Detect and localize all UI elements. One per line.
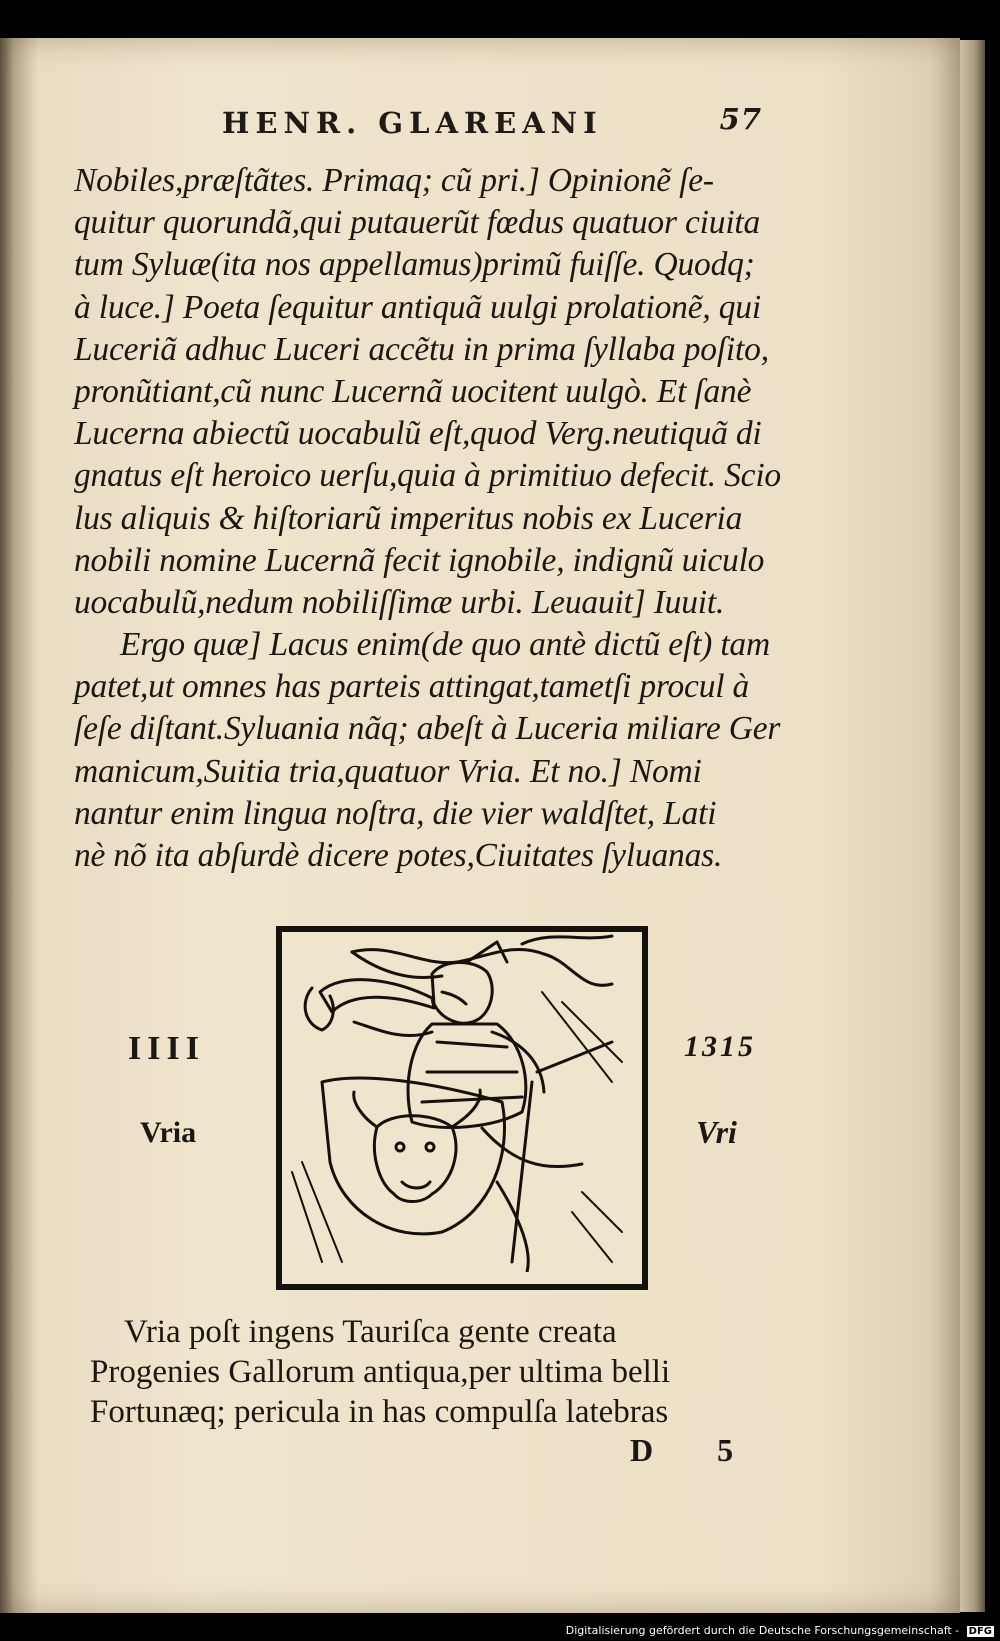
verse-line: Progenies Gallorum antiqua,per ultima belli xyxy=(90,1354,671,1390)
woodcut-figure xyxy=(282,932,630,1272)
text-line: uocabulũ,nedum nobiliſſimæ urbi. Leuauit] Iuuit. xyxy=(74,583,725,621)
text-line: ſeſe diſtant.Syluania nãq; abeſt à Luceria miliare Ger xyxy=(74,710,781,748)
text-line: à luce.] Poeta ſequitur antiquã uulgi prolationẽ, qui xyxy=(74,288,761,326)
text-line: manicum,Suitia tria,quatuor Vria. Et no.] Nomi xyxy=(74,752,702,790)
verse-line: Vria poſt ingens Tauriſca gente creata xyxy=(124,1314,617,1350)
text-line: lus aliquis & hiſtoriarũ imperitus nobis ex Luceria xyxy=(74,499,743,537)
verse xyxy=(90,1312,810,1432)
text-line: tum Syluæ(ita nos appellamus)primũ fuiſſe. Quodq; xyxy=(74,246,755,284)
text-line: pronũtiant,cũ nunc Lucernã uocitent uulgò. Et ſanè xyxy=(74,372,752,410)
woodcut-right-name: Vri xyxy=(696,1114,737,1150)
text-line: nè nõ ita abſurdè dicere potes,Ciuitates ſyluanas. xyxy=(74,837,723,874)
commentary-text xyxy=(74,160,814,877)
digitization-credit xyxy=(566,1624,994,1637)
credit-text: Digitalisierung gefördert durch die Deutsche Forschungsgemeinschaft - xyxy=(565,1624,960,1637)
page-number: 57 xyxy=(719,102,762,136)
running-head xyxy=(222,98,762,148)
text-line: gnatus eſt heroico uerſu,quia à primitiuo defecit. Scio xyxy=(74,457,781,495)
woodcut-left-number: IIII xyxy=(128,1030,205,1067)
text-line: quitur quorundã,qui putauerũt fœdus quatuor ciuita xyxy=(74,204,761,242)
text-line: nantur enim lingua noſtra, die vier waldſtet, Lati xyxy=(74,794,717,832)
woodcut-illustration xyxy=(276,926,648,1290)
text-line: Nobiles,præſtãtes. Primaq; cũ pri.] Opinionẽ ſe- xyxy=(74,162,714,199)
text-line: patet,ut omnes has parteis attingat,tametſi procul à xyxy=(74,668,750,706)
text-line: Luceriã adhuc Luceri accẽtu in prima ſyllaba poſito, xyxy=(74,330,769,368)
running-head-title: HENR. GLAREANI xyxy=(222,106,603,140)
signature-mark: D 5 xyxy=(630,1432,762,1468)
text-line: Ergo quæ] Lacus enim(de quo antè dictũ eſt) tam xyxy=(120,626,770,664)
dfg-logo: DFG xyxy=(968,1626,992,1637)
page-edge xyxy=(960,40,985,1612)
woodcut-left-name: Vria xyxy=(140,1116,197,1149)
verse-line: Fortunæq; pericula in has compulſa latebras xyxy=(90,1394,669,1430)
woodcut-right-number: 1315 xyxy=(684,1030,756,1063)
text-line: Lucerna abiectũ uocabulũ eſt,quod Verg.neutiquã di xyxy=(74,415,762,453)
text-line: nobili nomine Lucernã fecit ignobile, indignũ uiculo xyxy=(74,541,765,579)
